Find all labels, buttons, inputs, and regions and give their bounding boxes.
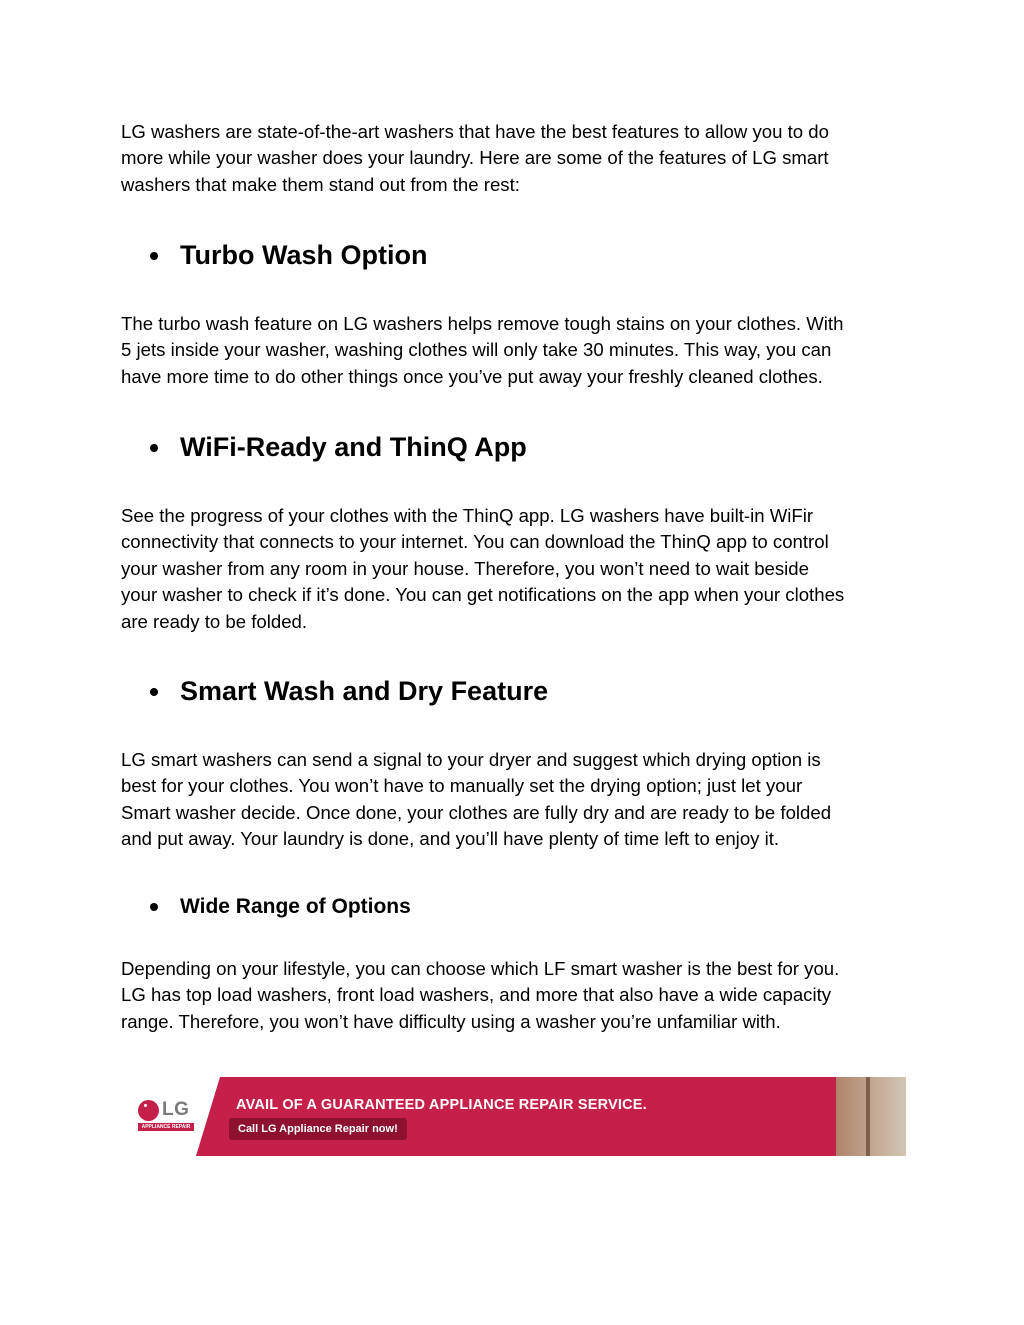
heading-smart-wash-dry <box>150 676 548 707</box>
logo-subtitle: APPLIANCE REPAIR <box>138 1123 194 1131</box>
banner-red-panel <box>196 1077 836 1156</box>
intro-paragraph: LG washers are state-of-the-art washers that have the best features to allow you to do more while your washer does your laundry. Here are some of the features of LG smart washers that make them stand out from the rest: <box>121 121 829 195</box>
heading-text: WiFi-Ready and ThinQ App <box>180 432 527 462</box>
lg-logo-text: LG <box>162 1099 190 1120</box>
turbo-wash-paragraph: The turbo wash feature on LG washers helps remove tough stains on your clothes. With 5 jets inside your washer, washing clothes will only take 30 minutes. This way, you can have more time to do other things once you’ve put away your freshly cleaned clothes. <box>121 313 844 387</box>
lg-logo <box>138 1099 189 1121</box>
heading-turbo-wash <box>150 240 427 271</box>
bullet-icon <box>150 903 158 911</box>
call-now-button[interactable]: Call LG Appliance Repair now! <box>229 1118 407 1140</box>
heading-text: Wide Range of Options <box>180 895 411 918</box>
banner-headline: AVAIL OF A GUARANTEED APPLIANCE REPAIR SERVICE. <box>236 1097 647 1113</box>
cabinet-edge-decoration <box>866 1077 870 1156</box>
bullet-icon <box>150 688 158 696</box>
repair-service-banner[interactable] <box>120 1077 906 1156</box>
heading-text: Turbo Wash Option <box>180 240 428 270</box>
smart-wash-dry-paragraph: LG smart washers can send a signal to your dryer and suggest which drying option is best for your clothes. You won’t have to manually set the drying option; just let your Smart washer decide. Once done, your clothes are fully dry and are ready to be folded and put away. Your laundry is done, and you’ll have plenty of time left to enjoy it. <box>121 749 832 850</box>
heading-text: Smart Wash and Dry Feature <box>180 676 549 706</box>
lg-logo-icon <box>138 1100 159 1121</box>
bullet-icon <box>150 444 158 452</box>
bullet-icon <box>150 252 158 260</box>
heading-wide-range <box>150 895 411 919</box>
heading-wifi-thinq <box>150 432 527 463</box>
wide-range-paragraph: Depending on your lifestyle, you can choose which LF smart washer is the best for you. LG has top load washers, front load washers, and more that also have a wide capacity range. Therefore, you won’t have difficulty using a washer you’re unfamiliar with. <box>121 958 840 1032</box>
wifi-thinq-paragraph: See the progress of your clothes with the ThinQ app. LG washers have built-in WiFir connectivity that connects to your internet. You can download the ThinQ app to control your washer from any room in your house. Therefore, you won’t need to wait beside your washer to check if it’s done. You can get notifications on the app when your clothes are ready to be folded. <box>121 505 845 632</box>
